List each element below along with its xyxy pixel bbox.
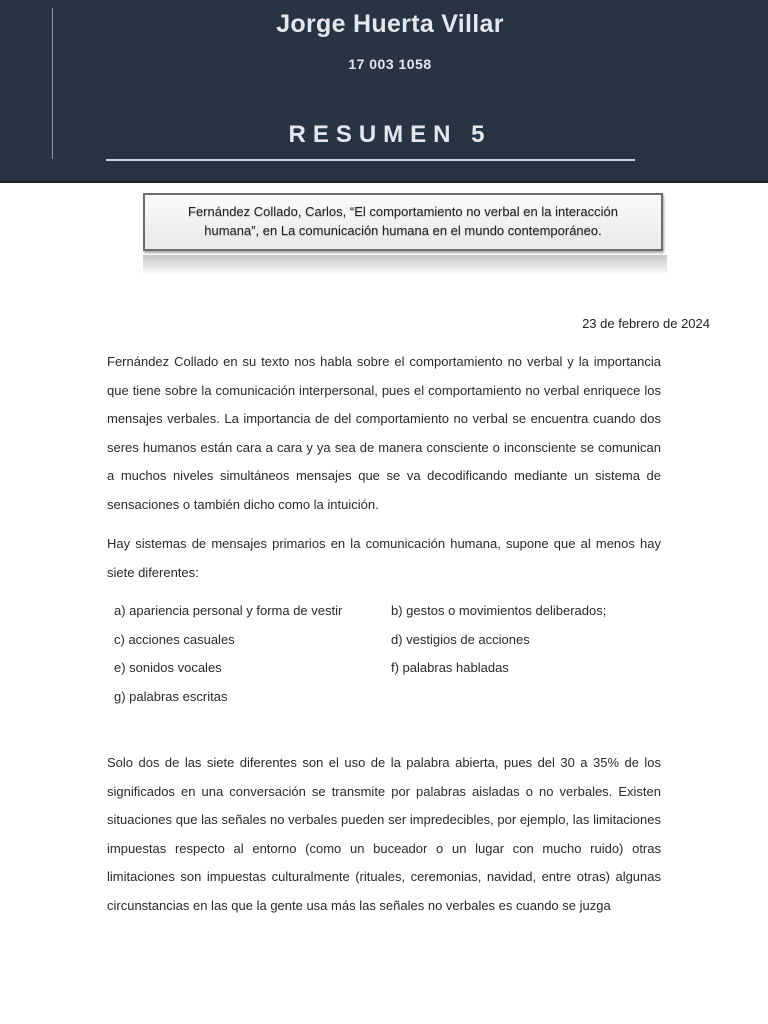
student-id: 17 003 1058 xyxy=(348,56,432,72)
document-date: 23 de febrero de 2024 xyxy=(582,316,710,331)
paragraph-1: Fernández Collado en su texto nos habla sobre el comportamiento no verbal y la importancia que tiene sobre la comunicación interpersonal, pues el comportamiento no verbal enriquece los mensajes verbales. La importancia de del comportamiento no verbal se encuentra cuando dos seres humanos están cara a cara y ya sea de manera consciente o inconsciente se comunican a muchos niveles simultáneos mensajes que se va decodificando mediante un sistema de sensaciones o también dicho como la intuición. xyxy=(107,354,661,512)
message-systems-list xyxy=(114,597,634,711)
list-item: d) vestigios de acciones xyxy=(391,631,530,647)
list-item: a) apariencia personal y forma de vestir xyxy=(114,603,343,618)
list-item: g) palabras escritas xyxy=(114,688,228,704)
paragraph-2: Hay sistemas de mensajes primarios en la comunicación humana, supone que al menos hay siete diferentes: xyxy=(107,536,661,580)
list-item: b) gestos o movimientos deliberados; xyxy=(391,603,607,618)
list-row xyxy=(114,683,634,712)
citation-box xyxy=(143,193,663,251)
list-item: c) acciones casuales xyxy=(114,631,235,647)
header-horizontal-rule xyxy=(106,159,635,161)
author-name: Jorge Huerta Villar xyxy=(276,10,504,38)
citation-line-1: Fernández Collado, Carlos, “El comportamiento no verbal en la interacción xyxy=(188,204,618,219)
document-title: RESUMEN 5 xyxy=(288,121,492,148)
citation-block xyxy=(143,193,667,281)
list-row xyxy=(114,654,634,683)
document-header xyxy=(0,0,768,183)
list-item: e) sonidos vocales xyxy=(114,660,222,675)
list-row xyxy=(114,597,634,626)
list-row xyxy=(114,626,634,655)
list-item: f) palabras habladas xyxy=(391,660,509,675)
paragraph-3: Solo dos de las siete diferentes son el uso de la palabra abierta, pues del 30 a 35% de los significados en una conversación se transmite por palabras aisladas o no verbales. Existen situaciones que las señales no verbales pueden ser impredecibles, por ejemplo, las limitaciones impuestas respecto al entorno (como un buceador o un lugar con mucho ruido) otras limitaciones son impuestas culturalmente (rituales, ceremonias, navidad, entre otras) algunas circunstancias en las que la gente usa más las señales no verbales es cuando se juzga xyxy=(107,755,661,913)
citation-reflection xyxy=(143,255,667,275)
citation-line-2: humana”, en La comunicación humana en el mundo contemporáneo. xyxy=(204,223,602,238)
